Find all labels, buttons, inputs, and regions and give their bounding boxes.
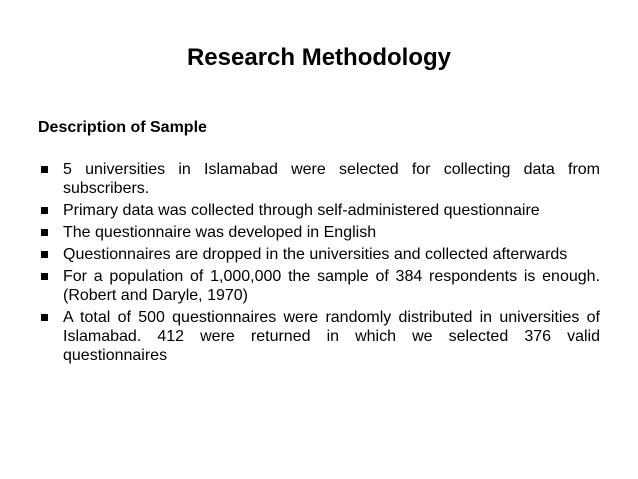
square-bullet-icon — [41, 314, 48, 321]
square-bullet-icon — [41, 207, 48, 214]
bullet-item — [38, 160, 600, 198]
bullet-item — [38, 245, 600, 264]
bullet-item — [38, 201, 600, 220]
bullet-text: 5 universities in Islamabad were selected for collecting data from subscribers. — [63, 161, 600, 197]
bullet-text: For a population of 1,000,000 the sample of 384 respondents is enough. (Robert and Daryle, 1970) — [63, 268, 600, 304]
bullet-text: Questionnaires are dropped in the universities and collected afterwards — [63, 246, 568, 263]
bullet-item — [38, 223, 600, 242]
slide-title: Research Methodology — [186, 44, 452, 71]
square-bullet-icon — [41, 251, 48, 258]
bullet-text: A total of 500 questionnaires were randomly distributed in universities of Islamabad. 412 were returned in which we selected 376 valid questionnaires — [63, 309, 600, 364]
bullet-list — [38, 160, 600, 368]
square-bullet-icon — [41, 273, 48, 280]
bullet-item — [38, 267, 600, 305]
bullet-item — [38, 308, 600, 365]
section-subtitle: Description of Sample — [38, 119, 207, 136]
square-bullet-icon — [41, 229, 48, 236]
bullet-text: Primary data was collected through self-administered questionnaire — [63, 202, 540, 219]
bullet-text: The questionnaire was developed in English — [63, 224, 377, 241]
square-bullet-icon — [41, 166, 48, 173]
